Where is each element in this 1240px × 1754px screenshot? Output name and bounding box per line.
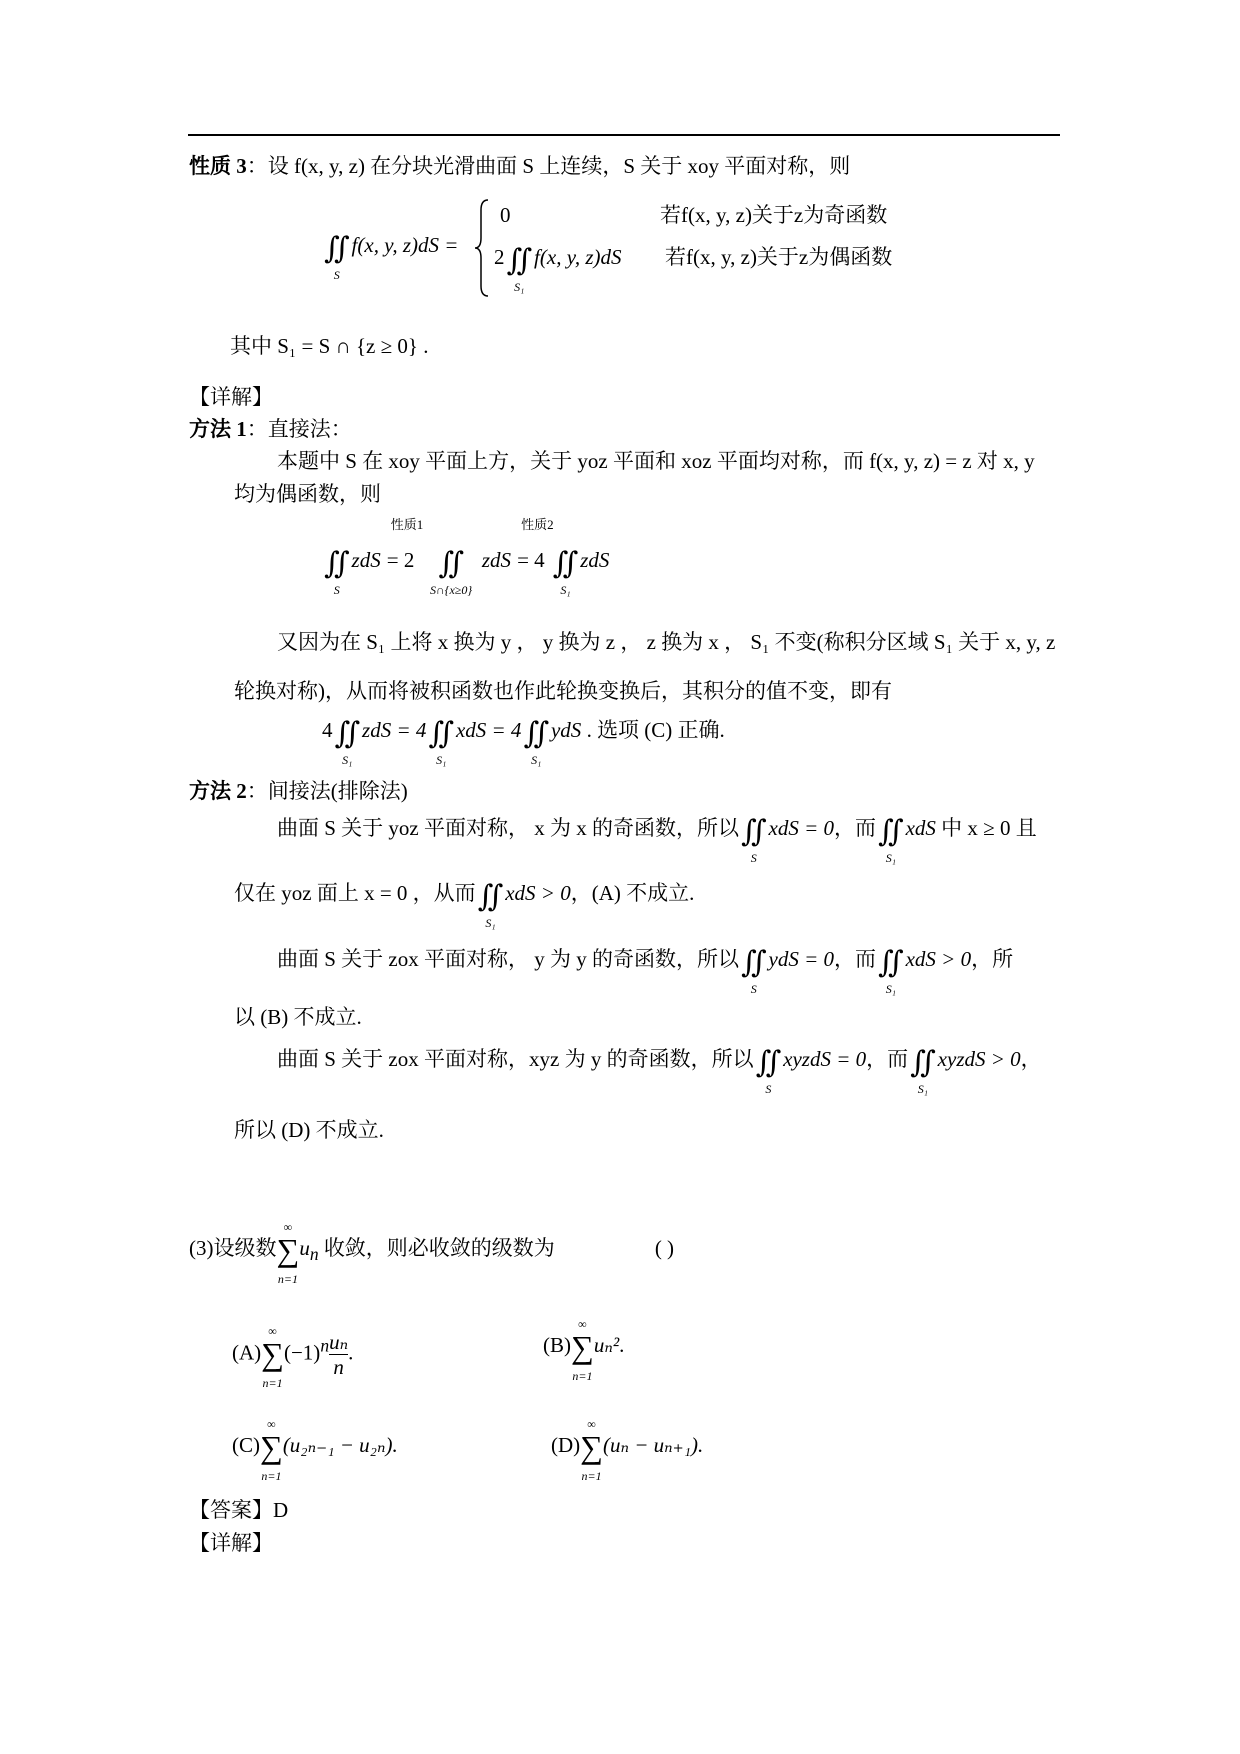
method2-a1: 曲面 S 关于 yoz 平面对称， x 为 x 的奇函数，所以∬ S xdS = 0，而∬ S₁ xdS 中 x ≥ 0 且: [277, 815, 1037, 865]
option-d: (D)∑ ∞ n=1 (uₙ − uₙ₊₁).: [551, 1417, 704, 1483]
property-label: 性质 3: [189, 154, 247, 178]
method2-title: ：间接法(排除法): [246, 779, 408, 803]
property3-formula-lhs: [322, 230, 459, 282]
method2-a2: 仅在 yoz 面上 x = 0 ，从而∬ S₁ xdS > 0，(A) 不成立.: [234, 880, 695, 930]
answer-blank: ( ): [654, 1236, 675, 1260]
double-integral: ∬ S₁: [910, 1046, 936, 1096]
answer-line: 【答案】D: [189, 1498, 289, 1522]
case2-expr: f(x, y, z)dS: [534, 245, 622, 269]
sum-icon: ∑ ∞ n=1: [261, 1324, 284, 1391]
method1-eq1: [322, 517, 610, 597]
method1-title: ：直接法：: [246, 417, 352, 441]
case2-value: 2: [494, 245, 505, 269]
double-integral: ∬ S₁: [552, 547, 579, 597]
method1-p1b: 均为偶函数，则: [234, 482, 381, 506]
method2-c2: 所以 (D) 不成立.: [234, 1118, 384, 1142]
double-integral: ∬ S₁: [428, 717, 454, 767]
where-line: 其中 S₁ = S ∩ {z ≥ 0} .: [230, 334, 429, 358]
method2-label: 方法 2: [189, 779, 247, 803]
double-integral: ∬ S∩{x≥0}: [430, 547, 473, 597]
question3: (3)设级数∑ ∞ n=1 $u_n$ 收敛，则必收敛的级数为 ( ): [189, 1220, 675, 1286]
method2-c1: 曲面 S 关于 zox 平面对称，xyz 为 y 的奇函数，所以∬ S xyzdS = 0，而∬ S₁ xyzdS > 0，: [277, 1046, 1042, 1096]
case-brace: [474, 198, 490, 298]
double-integral: ∬ S₁: [878, 815, 904, 865]
eq-annotated: 性质2 = 4: [517, 517, 554, 572]
eq-annotated: 性质1 = 2: [386, 517, 424, 572]
term: zdS: [580, 548, 610, 572]
method2-heading: [189, 776, 408, 806]
detail-label-2: 【详解】: [189, 1531, 273, 1555]
property-text: ：设 f(x, y, z) 在分块光滑曲面 S 上连续，S 关于 xoy 平面对称，则: [246, 154, 851, 178]
term: zdS: [351, 548, 381, 572]
header-rule: [188, 134, 1060, 136]
double-integral: ∬ S₁: [878, 946, 904, 996]
option-b: (B)∑ ∞ n=1 uₙ².: [543, 1317, 625, 1383]
case1-value: 0: [500, 203, 511, 227]
sum-icon: ∑ ∞ n=1: [276, 1220, 300, 1286]
method1-heading: [189, 414, 352, 444]
sum-icon: ∑ ∞ n=1: [571, 1317, 594, 1383]
double-integral: ∬ S: [324, 547, 350, 597]
method1-p2b: 轮换对称)，从而将被积函数也作此轮换变换后，其积分的值不变，即有: [234, 679, 892, 703]
option-a: (A)∑ ∞ n=1 $(-1)^n$ $\frac{\text{uₙ}}{n}$ .: [232, 1324, 354, 1391]
property3-line: [189, 151, 850, 181]
detail-label: 【详解】: [189, 385, 273, 409]
sum-icon: ∑ ∞ n=1: [580, 1417, 603, 1483]
case1: [500, 200, 511, 230]
double-integral: ∬ S: [324, 232, 350, 282]
case2-cond: 若f(x, y, z)关于z为偶函数: [665, 245, 893, 269]
double-integral: ∬ S₁: [523, 717, 549, 767]
case1-cond: 若f(x, y, z)关于z为奇函数: [660, 203, 888, 227]
method1-p2: 又因为在 S₁ 上将 x 换为 y ， y 换为 z ， z 换为 x ， S₁ 不变(称积分区域 S₁ 关于 x, y, z: [277, 630, 1056, 654]
fraction: $\frac{\text{uₙ}}{n}$: [329, 1330, 349, 1379]
case2: [494, 242, 622, 294]
method1-p1: 本题中 S 在 xoy 平面上方，关于 yoz 平面和 xoz 平面均对称，而 f(x, y, z) = z 对 x, y: [277, 449, 1035, 473]
method2-b2: 以 (B) 不成立.: [234, 1005, 362, 1029]
term: zdS: [481, 548, 512, 572]
sum-icon: ∑ ∞ n=1: [260, 1417, 283, 1483]
double-integral: ∬ S₁: [334, 717, 361, 767]
double-integral: ∬ S₁: [477, 880, 504, 930]
method1-label: 方法 1: [189, 417, 247, 441]
lhs: f(x, y, z)dS =: [351, 233, 459, 257]
option-c: (C)∑ ∞ n=1 (u₂ₙ₋₁ − u₂ₙ).: [232, 1417, 398, 1483]
double-integral: ∬ S: [755, 1046, 782, 1096]
double-integral: ∬ S: [741, 815, 767, 865]
method2-b1: 曲面 S 关于 zox 平面对称， y 为 y 的奇函数，所以∬ S ydS = 0，而∬ S₁ xdS > 0，所: [277, 946, 1014, 996]
double-integral: ∬ S: [741, 946, 767, 996]
double-integral: ∬ S₁: [506, 244, 533, 294]
method1-eq2: 4∬ S₁ zdS = 4∬ S₁ xdS = 4∬ S₁ ydS . 选项 (C) 正确.: [322, 717, 725, 767]
